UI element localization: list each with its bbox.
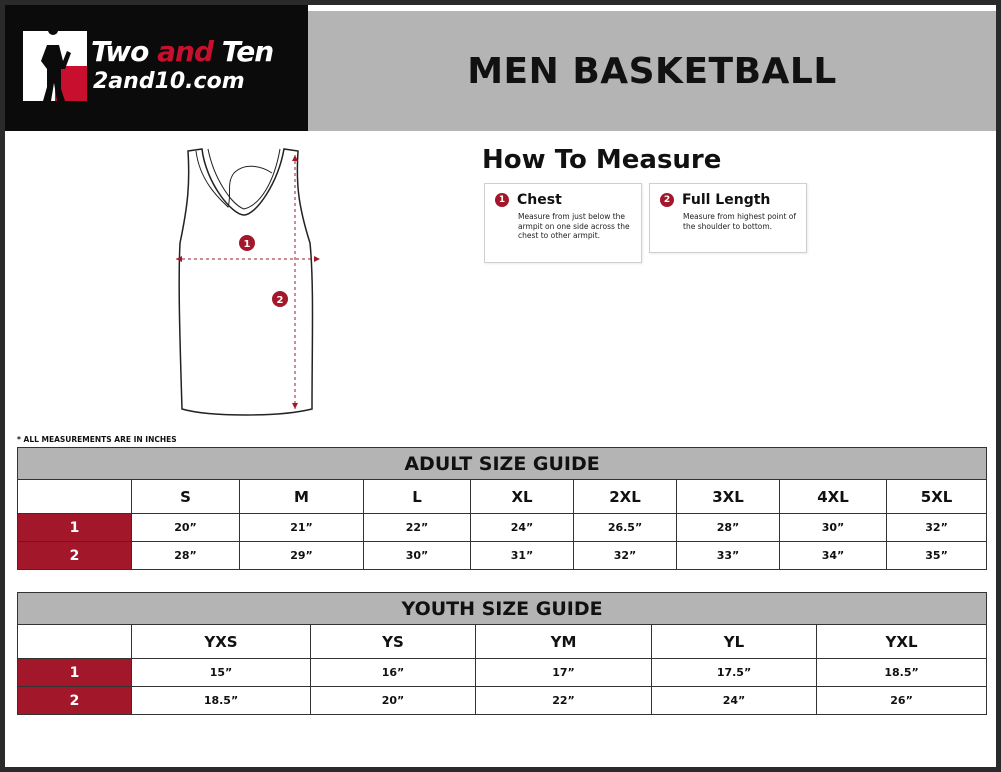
empty-corner-cell bbox=[18, 480, 132, 514]
brand-logo bbox=[5, 5, 308, 131]
step-number-badge: 1 bbox=[495, 193, 509, 207]
row-label: 1 bbox=[18, 514, 132, 542]
table-cell: 28” bbox=[132, 542, 240, 570]
size-header: M bbox=[240, 480, 364, 514]
card-description: Measure from highest point of the shoulder to bottom. bbox=[683, 212, 797, 231]
size-header: YS bbox=[311, 625, 476, 659]
full-length-card bbox=[649, 183, 807, 253]
step-number-badge: 2 bbox=[660, 193, 674, 207]
diagram-marker-2: 2 bbox=[276, 295, 284, 306]
table-cell: 18.5” bbox=[132, 687, 311, 715]
table-cell: 32” bbox=[574, 542, 677, 570]
table-cell: 31” bbox=[471, 542, 574, 570]
logo-url: 2and10.com bbox=[93, 69, 245, 94]
size-header: YM bbox=[476, 625, 652, 659]
adult-size-table bbox=[17, 447, 987, 570]
table-cell: 15” bbox=[132, 659, 311, 687]
table-row bbox=[18, 687, 987, 715]
table-cell: 17” bbox=[476, 659, 652, 687]
tank-top-diagram bbox=[160, 143, 330, 419]
table-cell: 32” bbox=[887, 514, 987, 542]
logo-wordmark: Two and Ten bbox=[91, 35, 274, 68]
size-header: 2XL bbox=[574, 480, 677, 514]
youth-size-table bbox=[17, 592, 987, 715]
table-cell: 35” bbox=[887, 542, 987, 570]
table-cell: 18.5” bbox=[817, 659, 987, 687]
table-cell: 17.5” bbox=[652, 659, 817, 687]
table-cell: 24” bbox=[471, 514, 574, 542]
card-label: Full Length bbox=[682, 192, 771, 208]
title-banner bbox=[308, 11, 996, 131]
table-cell: 26” bbox=[817, 687, 987, 715]
table-cell: 20” bbox=[311, 687, 476, 715]
table-cell: 29” bbox=[240, 542, 364, 570]
measurement-note: * ALL MEASUREMENTS ARE IN INCHES bbox=[17, 435, 177, 444]
size-header: 4XL bbox=[780, 480, 887, 514]
table-cell: 21” bbox=[240, 514, 364, 542]
size-header: L bbox=[364, 480, 471, 514]
table-cell: 28” bbox=[677, 514, 780, 542]
size-header: XL bbox=[471, 480, 574, 514]
table-cell: 30” bbox=[780, 514, 887, 542]
page-title: MEN BASKETBALL bbox=[467, 50, 837, 92]
card-label: Chest bbox=[517, 192, 562, 208]
table-row bbox=[18, 514, 987, 542]
card-description: Measure from just below the armpit on one side across the chest to other armpit. bbox=[518, 212, 630, 240]
size-header: YXL bbox=[817, 625, 987, 659]
size-chart-sheet bbox=[5, 5, 996, 767]
table-cell: 24” bbox=[652, 687, 817, 715]
table-cell: 33” bbox=[677, 542, 780, 570]
empty-corner-cell bbox=[18, 625, 132, 659]
basketball-player-icon bbox=[23, 31, 87, 101]
row-label: 2 bbox=[18, 687, 132, 715]
size-header: 5XL bbox=[887, 480, 987, 514]
youth-guide-title: YOUTH SIZE GUIDE bbox=[18, 593, 987, 625]
table-cell: 34” bbox=[780, 542, 887, 570]
table-cell: 26.5” bbox=[574, 514, 677, 542]
table-cell: 22” bbox=[476, 687, 652, 715]
chest-card bbox=[484, 183, 642, 263]
table-cell: 20” bbox=[132, 514, 240, 542]
size-header: 3XL bbox=[677, 480, 780, 514]
table-cell: 16” bbox=[311, 659, 476, 687]
table-row bbox=[18, 542, 987, 570]
size-header: YXS bbox=[132, 625, 311, 659]
table-cell: 22” bbox=[364, 514, 471, 542]
adult-guide-title: ADULT SIZE GUIDE bbox=[18, 448, 987, 480]
row-label: 1 bbox=[18, 659, 132, 687]
size-header: YL bbox=[652, 625, 817, 659]
size-header: S bbox=[132, 480, 240, 514]
diagram-marker-1: 1 bbox=[243, 239, 251, 250]
row-label: 2 bbox=[18, 542, 132, 570]
table-cell: 30” bbox=[364, 542, 471, 570]
table-row bbox=[18, 659, 987, 687]
how-to-measure-title: How To Measure bbox=[482, 145, 722, 175]
